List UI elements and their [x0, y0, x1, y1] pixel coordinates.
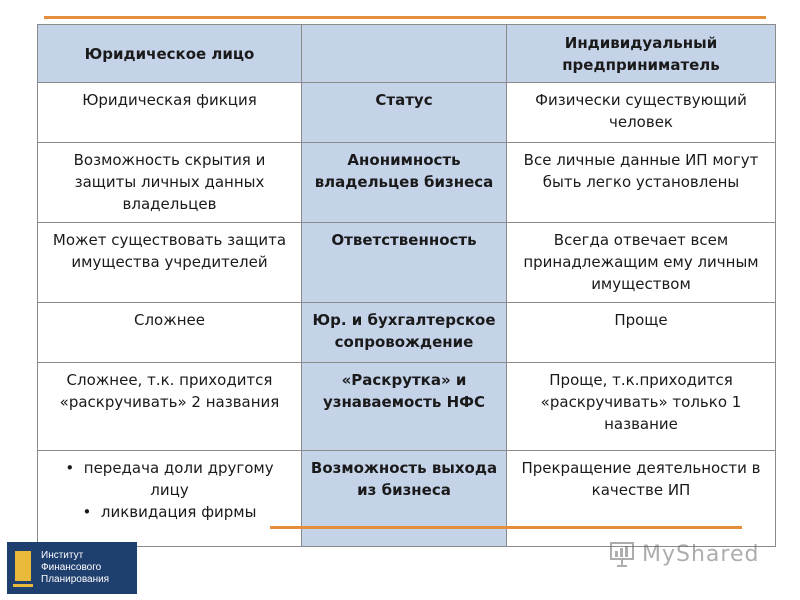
- sole-proprietor-cell: Прекращение деятельности в качестве ИП: [507, 451, 776, 547]
- sole-proprietor-cell: Все личные данные ИП могут быть легко установлены: [507, 143, 776, 223]
- comparison-table: [37, 24, 776, 547]
- top-divider: [44, 16, 766, 19]
- logo-mark-icon: [13, 548, 35, 588]
- legal-entity-cell: Может существовать защита имущества учредителей: [38, 223, 302, 303]
- legal-entity-cell: Сложнее, т.к. приходится «раскручивать» 2 названия: [38, 363, 302, 451]
- sole-proprietor-cell: Физически существующий человек: [507, 83, 776, 143]
- criterion-cell: Статус: [302, 83, 507, 143]
- table-row: [38, 303, 776, 363]
- criterion-cell: Юр. и бухгалтерское сопровождение: [302, 303, 507, 363]
- header-sole-proprietor: Индивидуальный предприниматель: [507, 25, 776, 83]
- logo-text: [41, 550, 109, 586]
- bottom-divider: [270, 526, 742, 529]
- header-criterion: [302, 25, 507, 83]
- sole-proprietor-cell: Проще: [507, 303, 776, 363]
- bullet-item: • ликвидация фирмы: [46, 501, 293, 523]
- legal-entity-cell: Юридическая фикция: [38, 83, 302, 143]
- logo-line-1: Институт: [41, 550, 84, 561]
- bullet-item: • передача доли другому лицу: [46, 457, 293, 501]
- sole-proprietor-cell: Всегда отвечает всем принадлежащим ему личным имуществом: [507, 223, 776, 303]
- table-row: [38, 451, 776, 547]
- criterion-cell: «Раскрутка» и узнаваемость НФС: [302, 363, 507, 451]
- logo-line-3: Планирования: [41, 574, 110, 585]
- presentation-icon: [608, 539, 638, 569]
- watermark-text: MyShared: [642, 541, 760, 567]
- criterion-cell: Возможность выхода из бизнеса: [302, 451, 507, 547]
- table-row: [38, 83, 776, 143]
- logo-line-2: Финансового: [41, 562, 102, 573]
- sole-proprietor-cell: Проще, т.к.приходится «раскручивать» только 1 название: [507, 363, 776, 451]
- legal-entity-cell: Возможность скрытия и защиты личных данных владельцев: [38, 143, 302, 223]
- legal-entity-cell: Сложнее: [38, 303, 302, 363]
- table-row: [38, 363, 776, 451]
- header-row: [38, 25, 776, 83]
- table-row: [38, 143, 776, 223]
- table-row: [38, 223, 776, 303]
- legal-entity-cell: [38, 451, 302, 547]
- criterion-cell: Анонимность владельцев бизнеса: [302, 143, 507, 223]
- criterion-cell: Ответственность: [302, 223, 507, 303]
- institute-logo: [7, 542, 137, 594]
- watermark: [608, 536, 768, 572]
- bullet-list: [46, 457, 293, 523]
- header-legal-entity: Юридическое лицо: [38, 25, 302, 83]
